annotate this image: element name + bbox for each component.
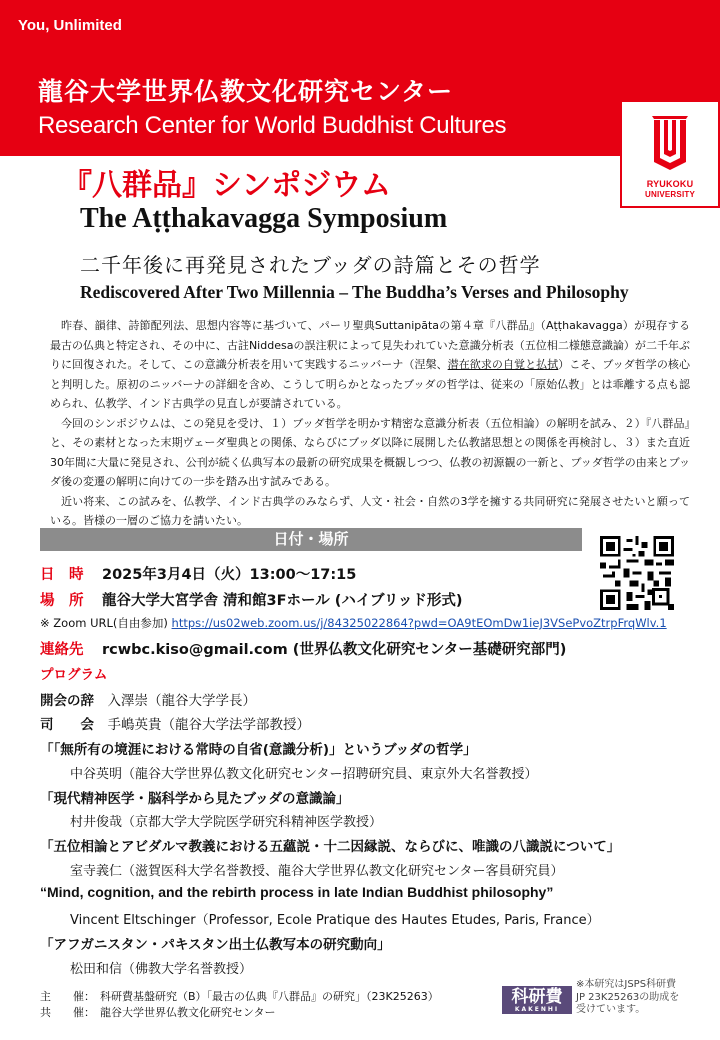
talk-title: “Mind, cognition, and the rebirth process in late Indian Buddhist philosophy” — [40, 884, 554, 900]
contact-value[interactable]: rcwbc.kiso@gmail.com (世界仏教文化研究センター基礎研究部門) — [102, 642, 567, 658]
contact-row — [40, 638, 566, 659]
program-heading — [40, 663, 107, 683]
talk-title: 「五位相論とアビダルマ教義における五蘊説・十二因縁説、ならびに、唯識の八識説について」 — [40, 839, 621, 855]
cohost-row — [40, 1005, 439, 1021]
kakenhi-logo — [502, 986, 572, 1014]
symposium-title-jp: 『八群品』シンポジウム — [62, 168, 391, 203]
talk-title: 「現代精神医学・脳科学から見たブッダの意識論」 — [40, 791, 350, 807]
cohost-label: 共 催： — [40, 1005, 95, 1019]
talk-speaker: 松田和信（佛教大学名誉教授） — [70, 962, 253, 977]
intro-paragraph — [50, 316, 690, 414]
logo-sub: UNIVERSITY — [644, 190, 695, 199]
qr-code[interactable] — [600, 536, 674, 610]
tagline: You, Unlimited — [18, 17, 122, 34]
kakenhi-text: 科研費 — [511, 987, 563, 1007]
chair-label: 司 会 — [40, 717, 94, 733]
talk-title: 「「無所有の境涯における常時の自省(意識分析)」というブッダの哲学」 — [40, 742, 477, 758]
center-name-jp: 龍谷大学世界仏教文化研究センター — [38, 77, 454, 106]
talk-speaker: Vincent Eltschinger（Professor, Ecole Pratique des Hautes Etudes, Paris, France） — [70, 913, 600, 928]
date-value: 2025年3月4日（火）13:00〜17:15 — [102, 567, 357, 583]
intro-p1-part2: ）こそ、ブッダ哲学の核心と判明した。原初のニッバーナの詳細を含め、こうして明らかとなったブッダの哲学は、従来の「原始仏教」とは乖離する点も認められ、仏教学、インド古典学の見直しが要請されている。 — [50, 358, 690, 410]
host-value: 科研費基盤研究（B）「最古の仏典『八群品』の研究」（23K25263） — [100, 990, 439, 1003]
ryukoku-emblem-icon — [650, 114, 690, 172]
subtitle-en: Rediscovered After Two Millennia – The Buddha’s Verses and Philosophy — [80, 282, 629, 302]
program-heading-text: プログラム — [40, 667, 108, 683]
host-label: 主 催： — [40, 990, 95, 1003]
footer-credits — [40, 989, 439, 1020]
symposium-title-en: The Aṭṭhakavagga Symposium — [80, 203, 448, 234]
contact-label: 連絡先 — [40, 642, 84, 658]
talk-speaker: 中谷英明（龍谷大学世界仏教文化研究センター招聘研究員、東京外大名誉教授） — [70, 767, 538, 782]
zoom-prefix: ※ Zoom URL(自由参加) — [40, 616, 172, 630]
zoom-row — [40, 615, 667, 631]
chair-row — [40, 713, 310, 733]
funding-note: ※本研究はJSPS科研費 JP 23K25263の助成を受けています。 — [576, 979, 680, 1015]
subtitle-jp: 二千年後に再発見されたブッダの詩篇とその哲学 — [80, 253, 541, 277]
host-row — [40, 989, 439, 1005]
opening-label: 開会の辞 — [40, 693, 94, 709]
intro-p1-underlined: 潜在欲求の自覚と払拭 — [447, 358, 559, 371]
place-value: 龍谷大学大宮学舎 清和館3Fホール (ハイブリッド形式) — [102, 593, 463, 609]
cohost-value: 龍谷大学世界仏教文化研究センター — [100, 1005, 276, 1019]
intro-paragraph: 今回のシンポジウムは、この発見を受け、１）ブッダ哲学を明かす精密な意識分析表（五位相論）の解明を試み、２）『八群品』と、その素材となった末期ヴェーダ聖典との関係、ならびにブッダ以降に展開した仏教諸思想との関係を再検討し、３）また直近30年間に大量に発見され、公刊が続く仏典写本の最新の研究成果を概観しつつ、仏教の初源観の一新と、ブッダ哲学の由来とブッダ後の変遷の解明に向けての一歩を踏み出す試みである。 — [50, 416, 690, 488]
kakenhi-sub: KAKENHI — [514, 1006, 560, 1013]
center-name-en: Research Center for World Buddhist Cultures — [38, 112, 507, 139]
date-label: 日 時 — [40, 567, 84, 583]
opening-row — [40, 689, 256, 709]
intro-paragraph: 近い将来、この試みを、仏教学、インド古典学のみならず、人文・社会・自然の3学を擁する共同研究に発展させたいと願っている。皆様の一層のご協力を請いたい。 — [50, 494, 690, 527]
header-banner — [0, 0, 720, 156]
university-logo — [620, 100, 720, 208]
place-row — [40, 589, 462, 610]
date-place-bar: 日付・場所 — [40, 528, 582, 551]
intro-p1-part1: 昨春、韻律、詩節配列法、思想内容等に基づいて、パーリ聖典Suttanipātaの第４章『八群品』（Aṭṭhakavagga）が現存する最古の仏典と特定され、その中に、古註Niddesaの誤注釈によって見失われていた意識分析表（五位相二様態意識論）が二千年ぶりに回復された。そして、この意識分析表を用いて実践するニッバーナ（涅槃、 — [50, 319, 690, 371]
place-label: 場 所 — [40, 593, 84, 609]
zoom-link[interactable]: https://us02web.zoom.us/j/84325022864?pwd=OA9tEOmDw1ieJ3VSePvoZtrpFrqWlv.1 — [171, 616, 667, 630]
intro-text — [50, 316, 690, 531]
talk-title: 「アフガニスタン・パキスタン出土仏教写本の研究動向」 — [40, 937, 391, 953]
talk-speaker: 村井俊哉（京都大学大学院医学研究科精神医学教授） — [70, 815, 383, 830]
date-row — [40, 563, 356, 584]
talk-speaker: 室寺義仁（滋賀医科大学名誉教授、龍谷大学世界仏教文化研究センター客員研究員） — [70, 864, 564, 879]
opening-value: 入澤崇（龍谷大学学長） — [107, 693, 256, 709]
chair-value: 手嶋英貴（龍谷大学法学部教授） — [107, 717, 310, 733]
logo-name: RYUKOKU — [646, 179, 694, 189]
